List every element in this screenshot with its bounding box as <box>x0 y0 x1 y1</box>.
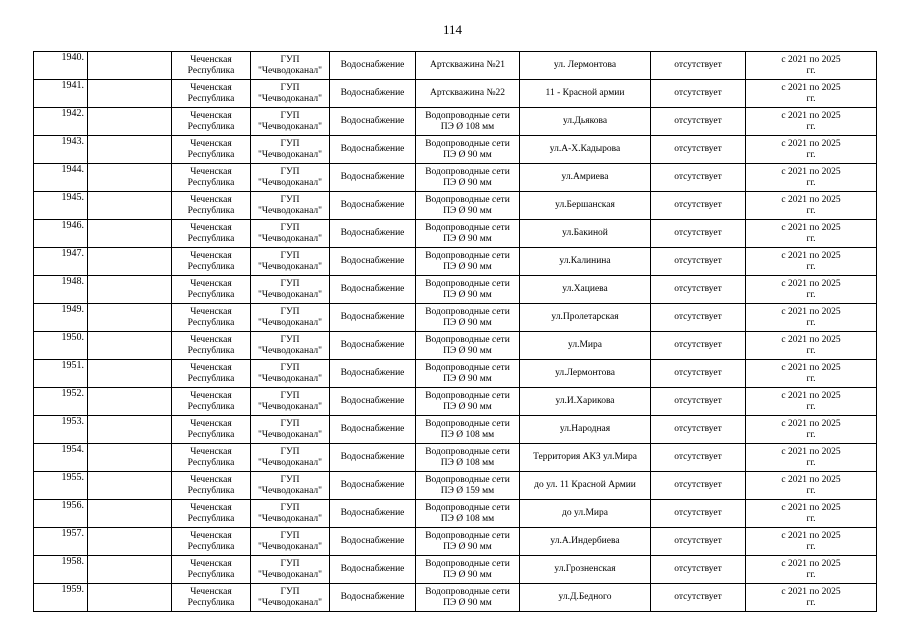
region-cell: Чеченская Республика <box>172 164 251 192</box>
object-cell: Водопроводные сети ПЭ Ø 90 мм <box>416 164 520 192</box>
service-type-cell: Водоснабжение <box>330 80 416 108</box>
period-cell: с 2021 по 2025 гг. <box>746 192 877 220</box>
empty-cell <box>88 416 172 444</box>
period-cell: с 2021 по 2025 гг. <box>746 472 877 500</box>
empty-cell <box>88 332 172 360</box>
table-row <box>34 416 877 444</box>
organization-cell: ГУП "Чечводоканал" <box>251 80 330 108</box>
service-type-cell: Водоснабжение <box>330 416 416 444</box>
object-cell: Артскважина №21 <box>416 52 520 80</box>
service-type-cell: Водоснабжение <box>330 556 416 584</box>
period-cell: с 2021 по 2025 гг. <box>746 500 877 528</box>
address-cell: ул.А.Индербиева <box>520 528 651 556</box>
address-cell: ул.Д.Бедного <box>520 584 651 612</box>
period-cell: с 2021 по 2025 гг. <box>746 444 877 472</box>
address-cell: ул.Народная <box>520 416 651 444</box>
object-cell: Водопроводные сети ПЭ Ø 90 мм <box>416 528 520 556</box>
organization-cell: ГУП "Чечводоканал" <box>251 136 330 164</box>
row-number: 1953. <box>34 416 88 444</box>
address-cell: Территория АКЗ ул.Мира <box>520 444 651 472</box>
organization-cell: ГУП "Чечводоканал" <box>251 276 330 304</box>
empty-cell <box>88 556 172 584</box>
row-number: 1943. <box>34 136 88 164</box>
period-cell: с 2021 по 2025 гг. <box>746 332 877 360</box>
address-cell: ул.Амриева <box>520 164 651 192</box>
period-cell: с 2021 по 2025 гг. <box>746 584 877 612</box>
empty-cell <box>88 52 172 80</box>
empty-cell <box>88 528 172 556</box>
region-cell: Чеченская Республика <box>172 52 251 80</box>
table-row <box>34 52 877 80</box>
object-cell: Водопроводные сети ПЭ Ø 90 мм <box>416 584 520 612</box>
organization-cell: ГУП "Чечводоканал" <box>251 192 330 220</box>
region-cell: Чеченская Республика <box>172 416 251 444</box>
region-cell: Чеченская Республика <box>172 108 251 136</box>
status-cell: отсутствует <box>651 220 746 248</box>
address-cell: ул.Дьякова <box>520 108 651 136</box>
empty-cell <box>88 108 172 136</box>
object-cell: Водопроводные сети ПЭ Ø 90 мм <box>416 304 520 332</box>
organization-cell: ГУП "Чечводоканал" <box>251 528 330 556</box>
object-cell: Водопроводные сети ПЭ Ø 108 мм <box>416 416 520 444</box>
service-type-cell: Водоснабжение <box>330 248 416 276</box>
object-cell: Водопроводные сети ПЭ Ø 90 мм <box>416 136 520 164</box>
region-cell: Чеченская Республика <box>172 388 251 416</box>
row-number: 1945. <box>34 192 88 220</box>
period-cell: с 2021 по 2025 гг. <box>746 248 877 276</box>
region-cell: Чеченская Республика <box>172 192 251 220</box>
organization-cell: ГУП "Чечводоканал" <box>251 472 330 500</box>
status-cell: отсутствует <box>651 584 746 612</box>
address-cell: ул.Лермонтова <box>520 360 651 388</box>
row-number: 1956. <box>34 500 88 528</box>
status-cell: отсутствует <box>651 416 746 444</box>
region-cell: Чеченская Республика <box>172 248 251 276</box>
address-cell: ул.Мира <box>520 332 651 360</box>
row-number: 1958. <box>34 556 88 584</box>
table-row <box>34 192 877 220</box>
page-number: 114 <box>442 22 463 37</box>
period-cell: с 2021 по 2025 гг. <box>746 276 877 304</box>
status-cell: отсутствует <box>651 360 746 388</box>
table-row <box>34 136 877 164</box>
region-cell: Чеченская Республика <box>172 472 251 500</box>
region-cell: Чеченская Республика <box>172 332 251 360</box>
object-cell: Водопроводные сети ПЭ Ø 108 мм <box>416 444 520 472</box>
address-cell: 11 - Красной армии <box>520 80 651 108</box>
address-cell: ул.Грозненская <box>520 556 651 584</box>
row-number: 1954. <box>34 444 88 472</box>
period-cell: с 2021 по 2025 гг. <box>746 556 877 584</box>
period-cell: с 2021 по 2025 гг. <box>746 80 877 108</box>
service-type-cell: Водоснабжение <box>330 444 416 472</box>
row-number: 1955. <box>34 472 88 500</box>
service-type-cell: Водоснабжение <box>330 136 416 164</box>
object-cell: Водопроводные сети ПЭ Ø 159 мм <box>416 472 520 500</box>
region-cell: Чеченская Республика <box>172 556 251 584</box>
object-cell: Водопроводные сети ПЭ Ø 90 мм <box>416 556 520 584</box>
service-type-cell: Водоснабжение <box>330 220 416 248</box>
table-row <box>34 444 877 472</box>
table-row <box>34 584 877 612</box>
status-cell: отсутствует <box>651 52 746 80</box>
service-type-cell: Водоснабжение <box>330 500 416 528</box>
region-cell: Чеченская Республика <box>172 276 251 304</box>
service-type-cell: Водоснабжение <box>330 52 416 80</box>
empty-cell <box>88 80 172 108</box>
status-cell: отсутствует <box>651 136 746 164</box>
service-type-cell: Водоснабжение <box>330 304 416 332</box>
service-type-cell: Водоснабжение <box>330 276 416 304</box>
organization-cell: ГУП "Чечводоканал" <box>251 332 330 360</box>
period-cell: с 2021 по 2025 гг. <box>746 304 877 332</box>
table-row <box>34 276 877 304</box>
empty-cell <box>88 220 172 248</box>
table-row <box>34 500 877 528</box>
address-cell: ул.И.Харикова <box>520 388 651 416</box>
empty-cell <box>88 304 172 332</box>
organization-cell: ГУП "Чечводоканал" <box>251 304 330 332</box>
address-cell: ул.Пролетарская <box>520 304 651 332</box>
object-cell: Водопроводные сети ПЭ Ø 108 мм <box>416 108 520 136</box>
object-cell: Водопроводные сети ПЭ Ø 90 мм <box>416 332 520 360</box>
address-cell: ул.Бакиной <box>520 220 651 248</box>
row-number: 1948. <box>34 276 88 304</box>
status-cell: отсутствует <box>651 388 746 416</box>
object-cell: Водопроводные сети ПЭ Ø 90 мм <box>416 388 520 416</box>
table-row <box>34 248 877 276</box>
table-row <box>34 556 877 584</box>
service-type-cell: Водоснабжение <box>330 360 416 388</box>
organization-cell: ГУП "Чечводоканал" <box>251 52 330 80</box>
period-cell: с 2021 по 2025 гг. <box>746 220 877 248</box>
region-cell: Чеченская Республика <box>172 304 251 332</box>
table-row <box>34 164 877 192</box>
object-cell: Артскважина №22 <box>416 80 520 108</box>
service-type-cell: Водоснабжение <box>330 108 416 136</box>
organization-cell: ГУП "Чечводоканал" <box>251 248 330 276</box>
status-cell: отсутствует <box>651 192 746 220</box>
row-number: 1949. <box>34 304 88 332</box>
status-cell: отсутствует <box>651 164 746 192</box>
status-cell: отсутствует <box>651 304 746 332</box>
address-cell: ул. Лермонтова <box>520 52 651 80</box>
organization-cell: ГУП "Чечводоканал" <box>251 360 330 388</box>
status-cell: отсутствует <box>651 556 746 584</box>
address-cell: ул.А-Х.Кадырова <box>520 136 651 164</box>
service-type-cell: Водоснабжение <box>330 528 416 556</box>
table-row <box>34 528 877 556</box>
table-row <box>34 304 877 332</box>
table-row <box>34 332 877 360</box>
table-body <box>34 52 877 612</box>
region-cell: Чеченская Республика <box>172 444 251 472</box>
service-type-cell: Водоснабжение <box>330 472 416 500</box>
status-cell: отсутствует <box>651 472 746 500</box>
status-cell: отсутствует <box>651 276 746 304</box>
empty-cell <box>88 248 172 276</box>
region-cell: Чеченская Республика <box>172 360 251 388</box>
organization-cell: ГУП "Чечводоканал" <box>251 220 330 248</box>
region-cell: Чеченская Республика <box>172 528 251 556</box>
row-number: 1942. <box>34 108 88 136</box>
period-cell: с 2021 по 2025 гг. <box>746 360 877 388</box>
region-cell: Чеченская Республика <box>172 220 251 248</box>
region-cell: Чеченская Республика <box>172 500 251 528</box>
status-cell: отсутствует <box>651 444 746 472</box>
organization-cell: ГУП "Чечводоканал" <box>251 416 330 444</box>
status-cell: отсутствует <box>651 248 746 276</box>
address-cell: ул.Бершанская <box>520 192 651 220</box>
organization-cell: ГУП "Чечводоканал" <box>251 164 330 192</box>
status-cell: отсутствует <box>651 500 746 528</box>
empty-cell <box>88 164 172 192</box>
table-row <box>34 108 877 136</box>
period-cell: с 2021 по 2025 гг. <box>746 136 877 164</box>
empty-cell <box>88 500 172 528</box>
empty-cell <box>88 444 172 472</box>
empty-cell <box>88 192 172 220</box>
empty-cell <box>88 472 172 500</box>
table-row <box>34 80 877 108</box>
period-cell: с 2021 по 2025 гг. <box>746 52 877 80</box>
table-row <box>34 388 877 416</box>
empty-cell <box>88 360 172 388</box>
region-cell: Чеченская Республика <box>172 584 251 612</box>
period-cell: с 2021 по 2025 гг. <box>746 416 877 444</box>
row-number: 1947. <box>34 248 88 276</box>
period-cell: с 2021 по 2025 гг. <box>746 108 877 136</box>
object-cell: Водопроводные сети ПЭ Ø 90 мм <box>416 276 520 304</box>
registry-table <box>33 51 877 612</box>
status-cell: отсутствует <box>651 332 746 360</box>
service-type-cell: Водоснабжение <box>330 192 416 220</box>
row-number: 1944. <box>34 164 88 192</box>
address-cell: до ул. 11 Красной Армии <box>520 472 651 500</box>
region-cell: Чеченская Республика <box>172 80 251 108</box>
object-cell: Водопроводные сети ПЭ Ø 90 мм <box>416 220 520 248</box>
organization-cell: ГУП "Чечводоканал" <box>251 108 330 136</box>
service-type-cell: Водоснабжение <box>330 584 416 612</box>
address-cell: ул.Калинина <box>520 248 651 276</box>
organization-cell: ГУП "Чечводоканал" <box>251 500 330 528</box>
address-cell: ул.Хациева <box>520 276 651 304</box>
row-number: 1957. <box>34 528 88 556</box>
address-cell: до ул.Мира <box>520 500 651 528</box>
empty-cell <box>88 388 172 416</box>
table-row <box>34 472 877 500</box>
region-cell: Чеченская Республика <box>172 136 251 164</box>
table-row <box>34 360 877 388</box>
status-cell: отсутствует <box>651 108 746 136</box>
object-cell: Водопроводные сети ПЭ Ø 90 мм <box>416 248 520 276</box>
period-cell: с 2021 по 2025 гг. <box>746 528 877 556</box>
empty-cell <box>88 136 172 164</box>
period-cell: с 2021 по 2025 гг. <box>746 164 877 192</box>
row-number: 1952. <box>34 388 88 416</box>
organization-cell: ГУП "Чечводоканал" <box>251 556 330 584</box>
table-row <box>34 220 877 248</box>
service-type-cell: Водоснабжение <box>330 164 416 192</box>
row-number: 1951. <box>34 360 88 388</box>
object-cell: Водопроводные сети ПЭ Ø 108 мм <box>416 500 520 528</box>
row-number: 1950. <box>34 332 88 360</box>
organization-cell: ГУП "Чечводоканал" <box>251 584 330 612</box>
object-cell: Водопроводные сети ПЭ Ø 90 мм <box>416 360 520 388</box>
organization-cell: ГУП "Чечводоканал" <box>251 388 330 416</box>
service-type-cell: Водоснабжение <box>330 388 416 416</box>
object-cell: Водопроводные сети ПЭ Ø 90 мм <box>416 192 520 220</box>
organization-cell: ГУП "Чечводоканал" <box>251 444 330 472</box>
service-type-cell: Водоснабжение <box>330 332 416 360</box>
empty-cell <box>88 276 172 304</box>
status-cell: отсутствует <box>651 80 746 108</box>
row-number: 1959. <box>34 584 88 612</box>
row-number: 1946. <box>34 220 88 248</box>
status-cell: отсутствует <box>651 528 746 556</box>
empty-cell <box>88 584 172 612</box>
row-number: 1940. <box>34 52 88 80</box>
period-cell: с 2021 по 2025 гг. <box>746 388 877 416</box>
row-number: 1941. <box>34 80 88 108</box>
